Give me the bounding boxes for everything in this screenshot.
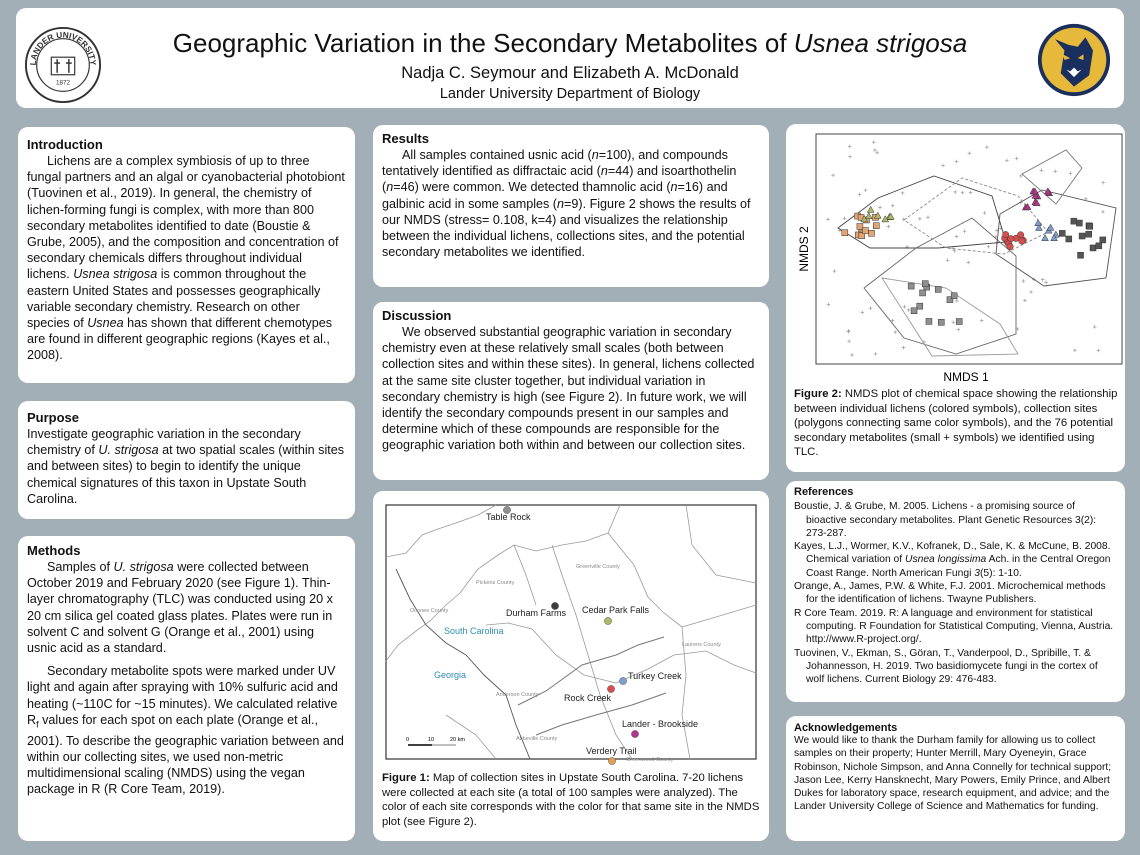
- reference-item: Orange, A., James, P.W. & White, F.J. 2001. Microchemical methods for the identification of lichens. Twayne Publishers.: [794, 581, 1106, 606]
- site-label: Turkey Creek: [628, 671, 682, 681]
- introduction-heading: Introduction: [27, 137, 103, 152]
- county-label: Anderson County: [496, 692, 539, 698]
- collection-sites-map: [386, 505, 756, 763]
- lichen-sample-marker: [1059, 230, 1065, 236]
- lichen-sample-marker: [935, 286, 941, 292]
- figure1-caption: Figure 1: Map of collection sites in Upstate South Carolina. 7-20 lichens were collected at each site (a total of 100 samples were analyzed). The color of each site corresponds with the color for that same site in the NMDS plot (see Figure 2).: [382, 772, 760, 828]
- lichen-sample-marker: [926, 318, 932, 324]
- lichen-sample-marker: [1017, 232, 1023, 238]
- purpose-section: [18, 401, 355, 519]
- figure2-section: [786, 124, 1125, 472]
- site-label: Rock Creek: [564, 693, 612, 703]
- site-marker: [604, 617, 611, 624]
- acknowledgements-section: [786, 716, 1125, 841]
- results-section: [373, 125, 769, 287]
- lichen-sample-marker: [857, 223, 863, 229]
- lichen-sample-marker: [922, 281, 928, 287]
- site-marker: [619, 677, 626, 684]
- lichen-sample-marker: [920, 290, 926, 296]
- reference-item: Kayes, L.J., Wormer, K.V., Kofranek, D., Sale, K. & McCune, B. 2008. Chemical variation of Usnea longissima Ach. in the Central Oregon Coast Range. North American Fungi 3(5): 1-10.: [794, 541, 1111, 579]
- methods-paragraph-1: Samples of U. strigosa were collected between October 2019 and February 2020 (see Figure 1). Thin-layer chromatography (TLC) was conducted using 20 x 20 cm silica gel coated glass plates. Plates were run in solvent C and solvent G (Orange et al., 2001) using usnic acid as a standard.: [27, 560, 333, 656]
- references-heading: References: [794, 486, 854, 498]
- site-label: Durham Farms: [506, 608, 567, 618]
- site-label: Cedar Park Falls: [582, 605, 650, 615]
- lichen-sample-marker: [951, 293, 957, 299]
- lichen-sample-marker: [1019, 238, 1025, 244]
- lichen-sample-marker: [1090, 245, 1096, 251]
- site-label: Table Rock: [486, 512, 531, 522]
- lichen-sample-marker: [938, 319, 944, 325]
- site-marker: [631, 730, 638, 737]
- lichen-sample-marker: [1078, 252, 1084, 258]
- state-label: Georgia: [434, 670, 467, 680]
- purpose-heading: Purpose: [27, 410, 80, 425]
- site-marker: [608, 757, 615, 764]
- county-label: Oconee County: [410, 608, 449, 614]
- lichen-sample-marker: [1066, 236, 1072, 242]
- reference-item: Boustie, J. & Grube, M. 2005. Lichens - a promising source of bioactive secondary metabolites. Plant Genetic Resources 3(2): 273-287.: [794, 501, 1097, 539]
- county-label: Abbeville County: [516, 736, 558, 742]
- county-label: Greenwood County: [626, 757, 674, 763]
- svg-text:1872: 1872: [55, 79, 71, 87]
- svg-text:LANDER UNIVERSITY: LANDER UNIVERSITY: [28, 30, 98, 66]
- bearcat-mascot-icon: [1036, 22, 1112, 98]
- discussion-section: [373, 302, 769, 480]
- county-label: Pickens County: [476, 580, 515, 586]
- lichen-sample-marker: [956, 319, 962, 325]
- scale-label-10: 10: [428, 737, 435, 743]
- introduction-text: Lichens are a complex symbiosis of up to three fungal partners and an algal or cyanobacterial photobiont (Tuovinen et al., 2019). In general, the chemistry of lichen-forming fungi is complex, with more than 800 secondary metabolites identified to date (Boustie & Grube, 2005), and the composition and concentration of secondary chemicals differs throughout individual lichens. Usnea strigosa is common throughout the eastern United States and possesses geographically variable secondary chemistry. Research on other species of Usnea has shown that different chemotypes are found in different geographic regions (Kayes et al., 2008).: [27, 154, 345, 363]
- lichen-sample-marker: [1071, 218, 1077, 224]
- methods-paragraph-2: Secondary metabolite spots were marked under UV light and again after spraying with 10% sulfuric acid and heating (~110C for ~15 minutes). We calculated relative $R_f$ values for each spot on each plate (Orange et al., 2001). To describe the geographic variation between and within our collecting sites, we used non-metric multidimensional scaling (NMDS) using the vegan package in R (R Core Team, 2019).: [27, 664, 344, 797]
- results-text: All samples contained usnic acid (n=100), and compounds tentatively identified as diffractaic acid (n=44) and isoarthothelin (n=46) were common. We detected thamnolic acid (n=16) and galbinic acid in some samples (n=9). Figure 2 shows the results of our NMDS (stress= 0.108, k=4) and visualizes the relationship between the individual lichens, collections sites, and the potential secondary metabolites we identified.: [382, 148, 751, 260]
- state-label: South Carolina: [444, 626, 504, 636]
- discussion-heading: Discussion: [382, 308, 452, 323]
- nmds-x-axis-label: NMDS 1: [943, 370, 989, 384]
- references-section: [786, 481, 1125, 702]
- scale-label-20: 20 km: [450, 737, 465, 743]
- lichen-sample-marker: [1003, 231, 1009, 237]
- reference-item: Tuovinen, V., Ekman, S., Göran, T., Vanderpool, D., Spribille, T. & Johannesson, H. 2019. Two basidiomycete fungi in the cortex of wolf lichens. Current Biology 29: 476-483.: [794, 647, 1098, 686]
- site-marker: [607, 685, 614, 692]
- lichen-sample-marker: [1087, 223, 1093, 229]
- lichen-sample-marker: [873, 223, 879, 229]
- lichen-sample-marker: [1076, 220, 1082, 226]
- introduction-section: [18, 127, 355, 383]
- lichen-sample-marker: [862, 228, 868, 234]
- site-label: Lander - Brookside: [622, 719, 699, 729]
- lichen-sample-marker: [868, 230, 874, 236]
- poster-title: Geographic Variation in the Secondary Metabolites of Usnea strigosa: [172, 28, 968, 58]
- discussion-text: We observed substantial geographic variation in secondary chemistry even at these relatively small scales (both between collection sites and within these sites). In general, lichens collected at the same site cluster together, but individual variation in secondary chemistry is high (see Figure 2). In future work, we will identify the secondary compounds present in our samples and determine which of these compounds are responsible for the geographic variation both within and between our collection sites.: [382, 325, 755, 453]
- county-label: Laurens County: [682, 642, 721, 648]
- figure1-section: [373, 491, 769, 841]
- poster-authors: Nadja C. Seymour and Elizabeth A. McDonald: [401, 64, 739, 82]
- scale-label-0: 0: [406, 737, 410, 743]
- lichen-sample-marker: [1086, 231, 1092, 237]
- lichen-sample-marker: [917, 303, 923, 309]
- nmds-plot-frame: [816, 134, 1122, 364]
- lichen-sample-marker: [842, 230, 848, 236]
- nmds-plot: [786, 124, 1125, 386]
- nmds-y-axis-label: NMDS 2: [797, 226, 811, 272]
- poster-department: Lander University Department of Biology: [439, 86, 701, 102]
- lichen-sample-marker: [1008, 235, 1014, 241]
- results-heading: Results: [382, 131, 429, 146]
- methods-heading: Methods: [27, 543, 81, 558]
- figure2-caption: Figure 2: NMDS plot of chemical space showing the relationship between individual lichens (colored symbols), collection sites (polygons connecting same color symbols), and the 76 potential secondary metabolites (small + symbols) we identified using TLC.: [794, 388, 1118, 459]
- acknowledgements-text: We would like to thank the Durham family for allowing us to collect samples on their property; Hunter Merrill, Mary Oyeneyin, Grace Robinson, Nichole Simpson, and Anna Connelly for technical support; Jason Lee, Kerry Hansknecht, Mary Powers, Emily Prince, and Albert Dukes for laboratory space, research equipment, and advice; and the Lander University College of Science and Mathematics for funding.: [794, 735, 1112, 813]
- reference-item: R Core Team. 2019. R: A language and environment for statistical computing. R Foundation for Statistical Computing, Vienna, Austria. http://www.R-project.org/.: [794, 607, 1114, 646]
- poster-header: [16, 8, 1124, 108]
- site-label: Verdery Trail: [586, 746, 637, 756]
- acknowledgements-heading: Acknowledgements: [794, 722, 898, 734]
- county-label: Greenville County: [576, 564, 620, 570]
- lichen-sample-marker: [1100, 237, 1106, 243]
- lichen-sample-marker: [1007, 243, 1013, 249]
- methods-section: [18, 536, 355, 841]
- purpose-text: Investigate geographic variation in the secondary chemistry of U. strigosa at two spatial scales (within sites and between sites) to begin to identify the unique chemical signatures of this taxon in Upstate South Carolina.: [27, 427, 345, 506]
- lichen-sample-marker: [911, 308, 917, 314]
- lichen-sample-marker: [1096, 243, 1102, 249]
- lichen-sample-marker: [908, 283, 914, 289]
- lichen-sample-marker: [1079, 233, 1085, 239]
